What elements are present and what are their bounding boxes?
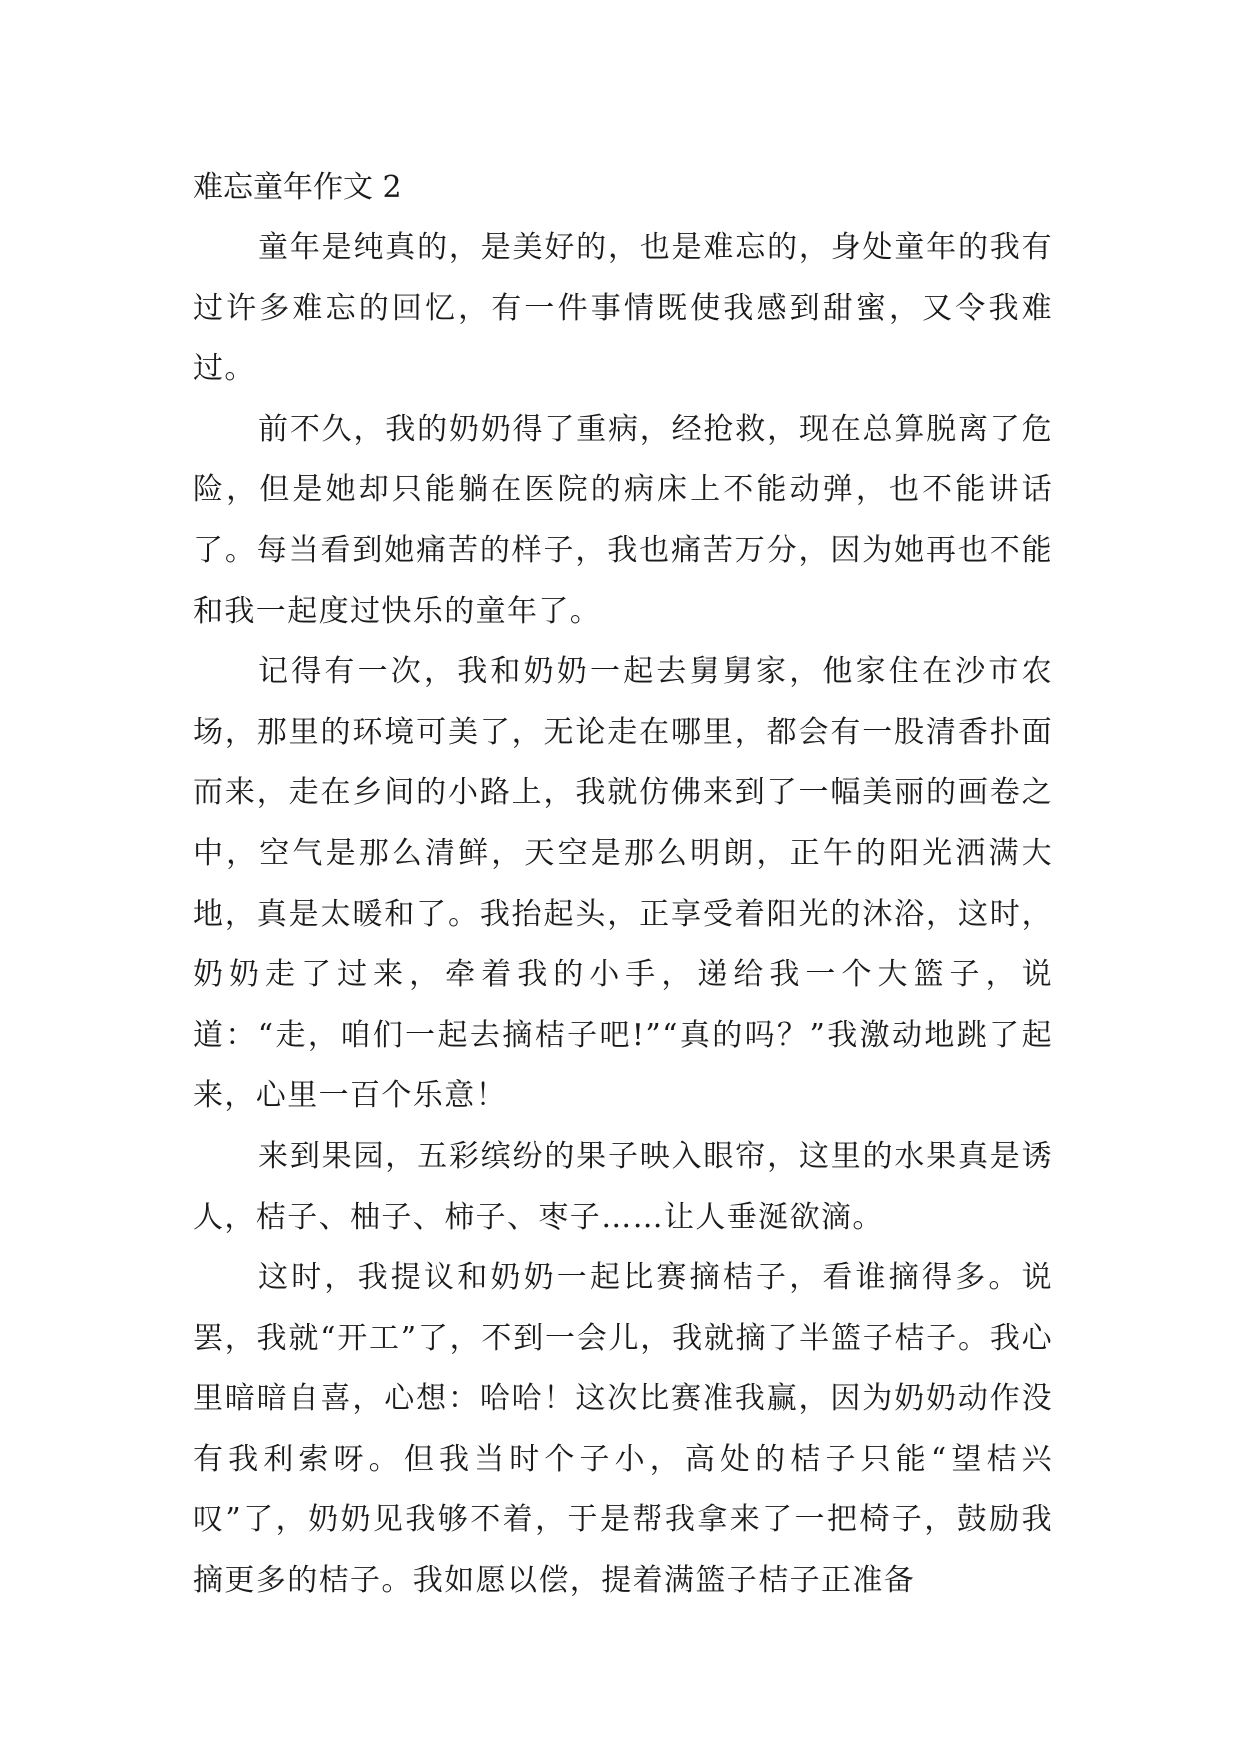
document-body [193, 158, 1053, 1612]
paragraph-4: 来到果园，五彩缤纷的果子映入眼帘，这里的水果真是诱人，桔子、柚子、柿子、枣子……让人垂涎欲滴。 [193, 1138, 1053, 1235]
paragraph-2: 前不久，我的奶奶得了重病，经抢救，现在总算脱离了危险，但是她却只能躺在医院的病床上不能动弹，也不能讲话了。每当看到她痛苦的样子，我也痛苦万分，因为她再也不能和我一起度过快乐的童年了。 [193, 411, 1053, 629]
document-title: 难忘童年作文 2 [193, 170, 402, 205]
paragraph-1: 童年是纯真的，是美好的，也是难忘的，身处童年的我有过许多难忘的回忆，有一件事情既使我感到甜蜜，又令我难过。 [193, 230, 1053, 387]
paragraph-3: 记得有一次，我和奶奶一起去舅舅家，他家住在沙市农场，那里的环境可美了，无论走在哪里，都会有一股清香扑面而来，走在乡间的小路上，我就仿佛来到了一幅美丽的画卷之中，空气是那么清鲜，天空是那么明朗，正午的阳光洒满大地，真是太暖和了。我抬起头，正享受着阳光的沐浴，这时，奶奶走了过来，牵着我的小手，递给我一个大篮子，说道：“走，咱们一起去摘桔子吧!”“真的吗？”我激动地跳了起来，心里一百个乐意！ [193, 654, 1053, 1114]
paragraph-5: 这时，我提议和奶奶一起比赛摘桔子，看谁摘得多。说罢，我就“开工”了，不到一会儿，我就摘了半篮子桔子。我心里暗暗自喜，心想：哈哈！这次比赛准我赢，因为奶奶动作没有我利索呀。但我当时个子小，高处的桔子只能“望桔兴叹”了，奶奶见我够不着，于是帮我拿来了一把椅子，鼓励我摘更多的桔子。我如愿以偿，提着满篮子桔子正准备 [193, 1260, 1053, 1599]
